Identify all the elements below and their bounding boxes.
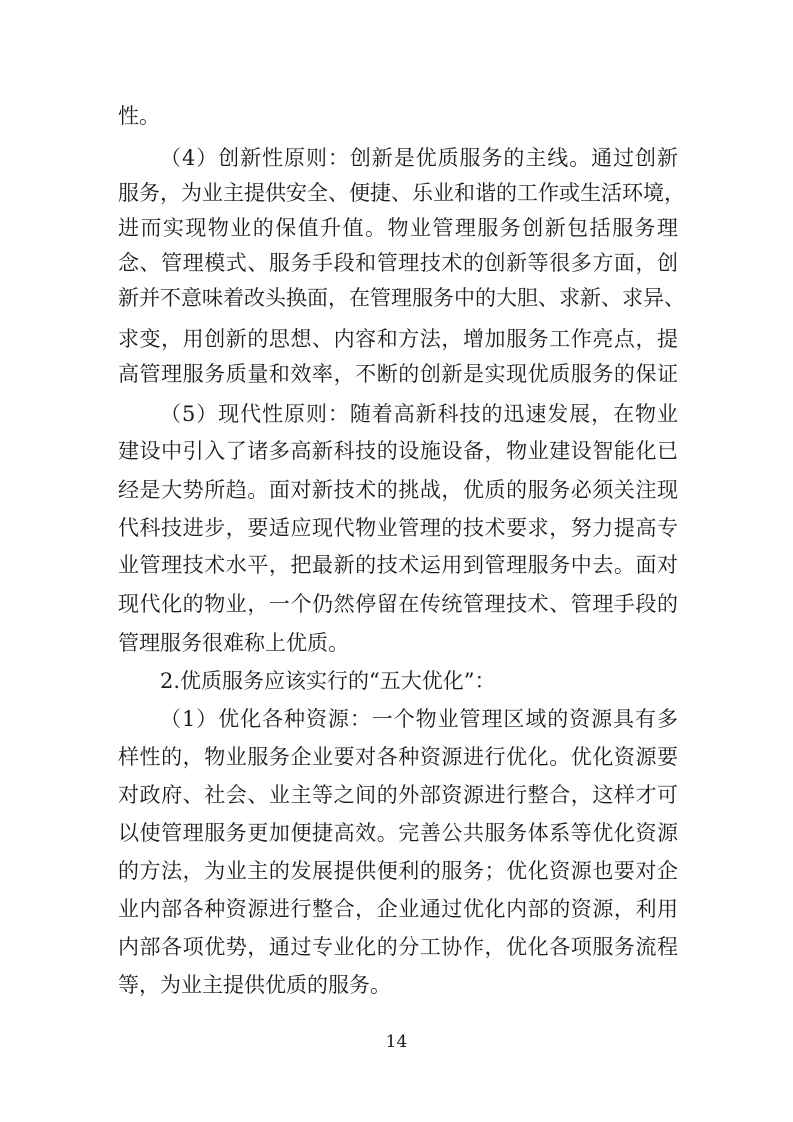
- text-line: 进而实现物业的保值升值。物业管理服务创新包括服务理: [118, 216, 678, 240]
- text-line: 现代化的物业，一个仍然停留在传统管理技术、管理手段的: [118, 592, 678, 616]
- text-line: 以使管理服务更加便捷高效。完善公共服务体系等优化资源: [118, 821, 678, 845]
- text-line: 性。: [118, 104, 160, 128]
- text-line: 业管理技术水平，把最新的技术运用到管理服务中去。面对: [118, 553, 678, 577]
- text-line: 等，为业主提供优质的服务。: [118, 973, 391, 997]
- text-line: 代科技进步，要适应现代物业管理的技术要求，努力提高专: [118, 516, 678, 540]
- text-line: 样性的，物业服务企业要对各种资源进行优化。优化资源要: [118, 745, 678, 769]
- text-line: 念、管理模式、服务手段和管理技术的创新等很多方面，创: [118, 251, 678, 275]
- text-line: 新并不意味着改头换面，在管理服务中的大胆、求新、求异、: [118, 286, 685, 310]
- text-line: （1）优化各种资源：一个物业管理区域的资源具有多: [160, 707, 678, 731]
- text-line: 业内部各种资源进行整合，企业通过优化内部的资源，利用: [118, 897, 678, 921]
- text-line: 的方法，为业主的发展提供便利的服务；优化资源也要对企: [118, 859, 678, 883]
- text-line: 内部各项优势，通过专业化的分工协作，优化各项服务流程: [118, 935, 678, 959]
- text-line: （5）现代性原则：随着高新科技的迅速发展，在物业: [160, 402, 678, 426]
- text-line: 对政府、社会、业主等之间的外部资源进行整合，这样才可: [118, 783, 678, 807]
- page-number: 14: [385, 1032, 408, 1052]
- text-line: 管理服务很难称上优质。: [118, 631, 349, 655]
- text-line: （4）创新性原则：创新是优质服务的主线。通过创新: [160, 146, 678, 170]
- text-line: 求变，用创新的思想、内容和方法，增加服务工作亮点，提: [118, 327, 678, 351]
- text-line: 服务，为业主提供安全、便捷、乐业和谐的工作或生活环境，: [118, 181, 685, 205]
- text-line: 高管理服务质量和效率，不断的创新是实现优质服务的保证: [118, 362, 678, 386]
- text-line: 建设中引入了诸多高新科技的设施设备，物业建设智能化已: [118, 439, 678, 463]
- section-heading: 2.优质服务应该实行的“五大优化”：: [160, 669, 496, 693]
- text-line: 经是大势所趋。面对新技术的挑战，优质的服务必须关注现: [118, 478, 678, 502]
